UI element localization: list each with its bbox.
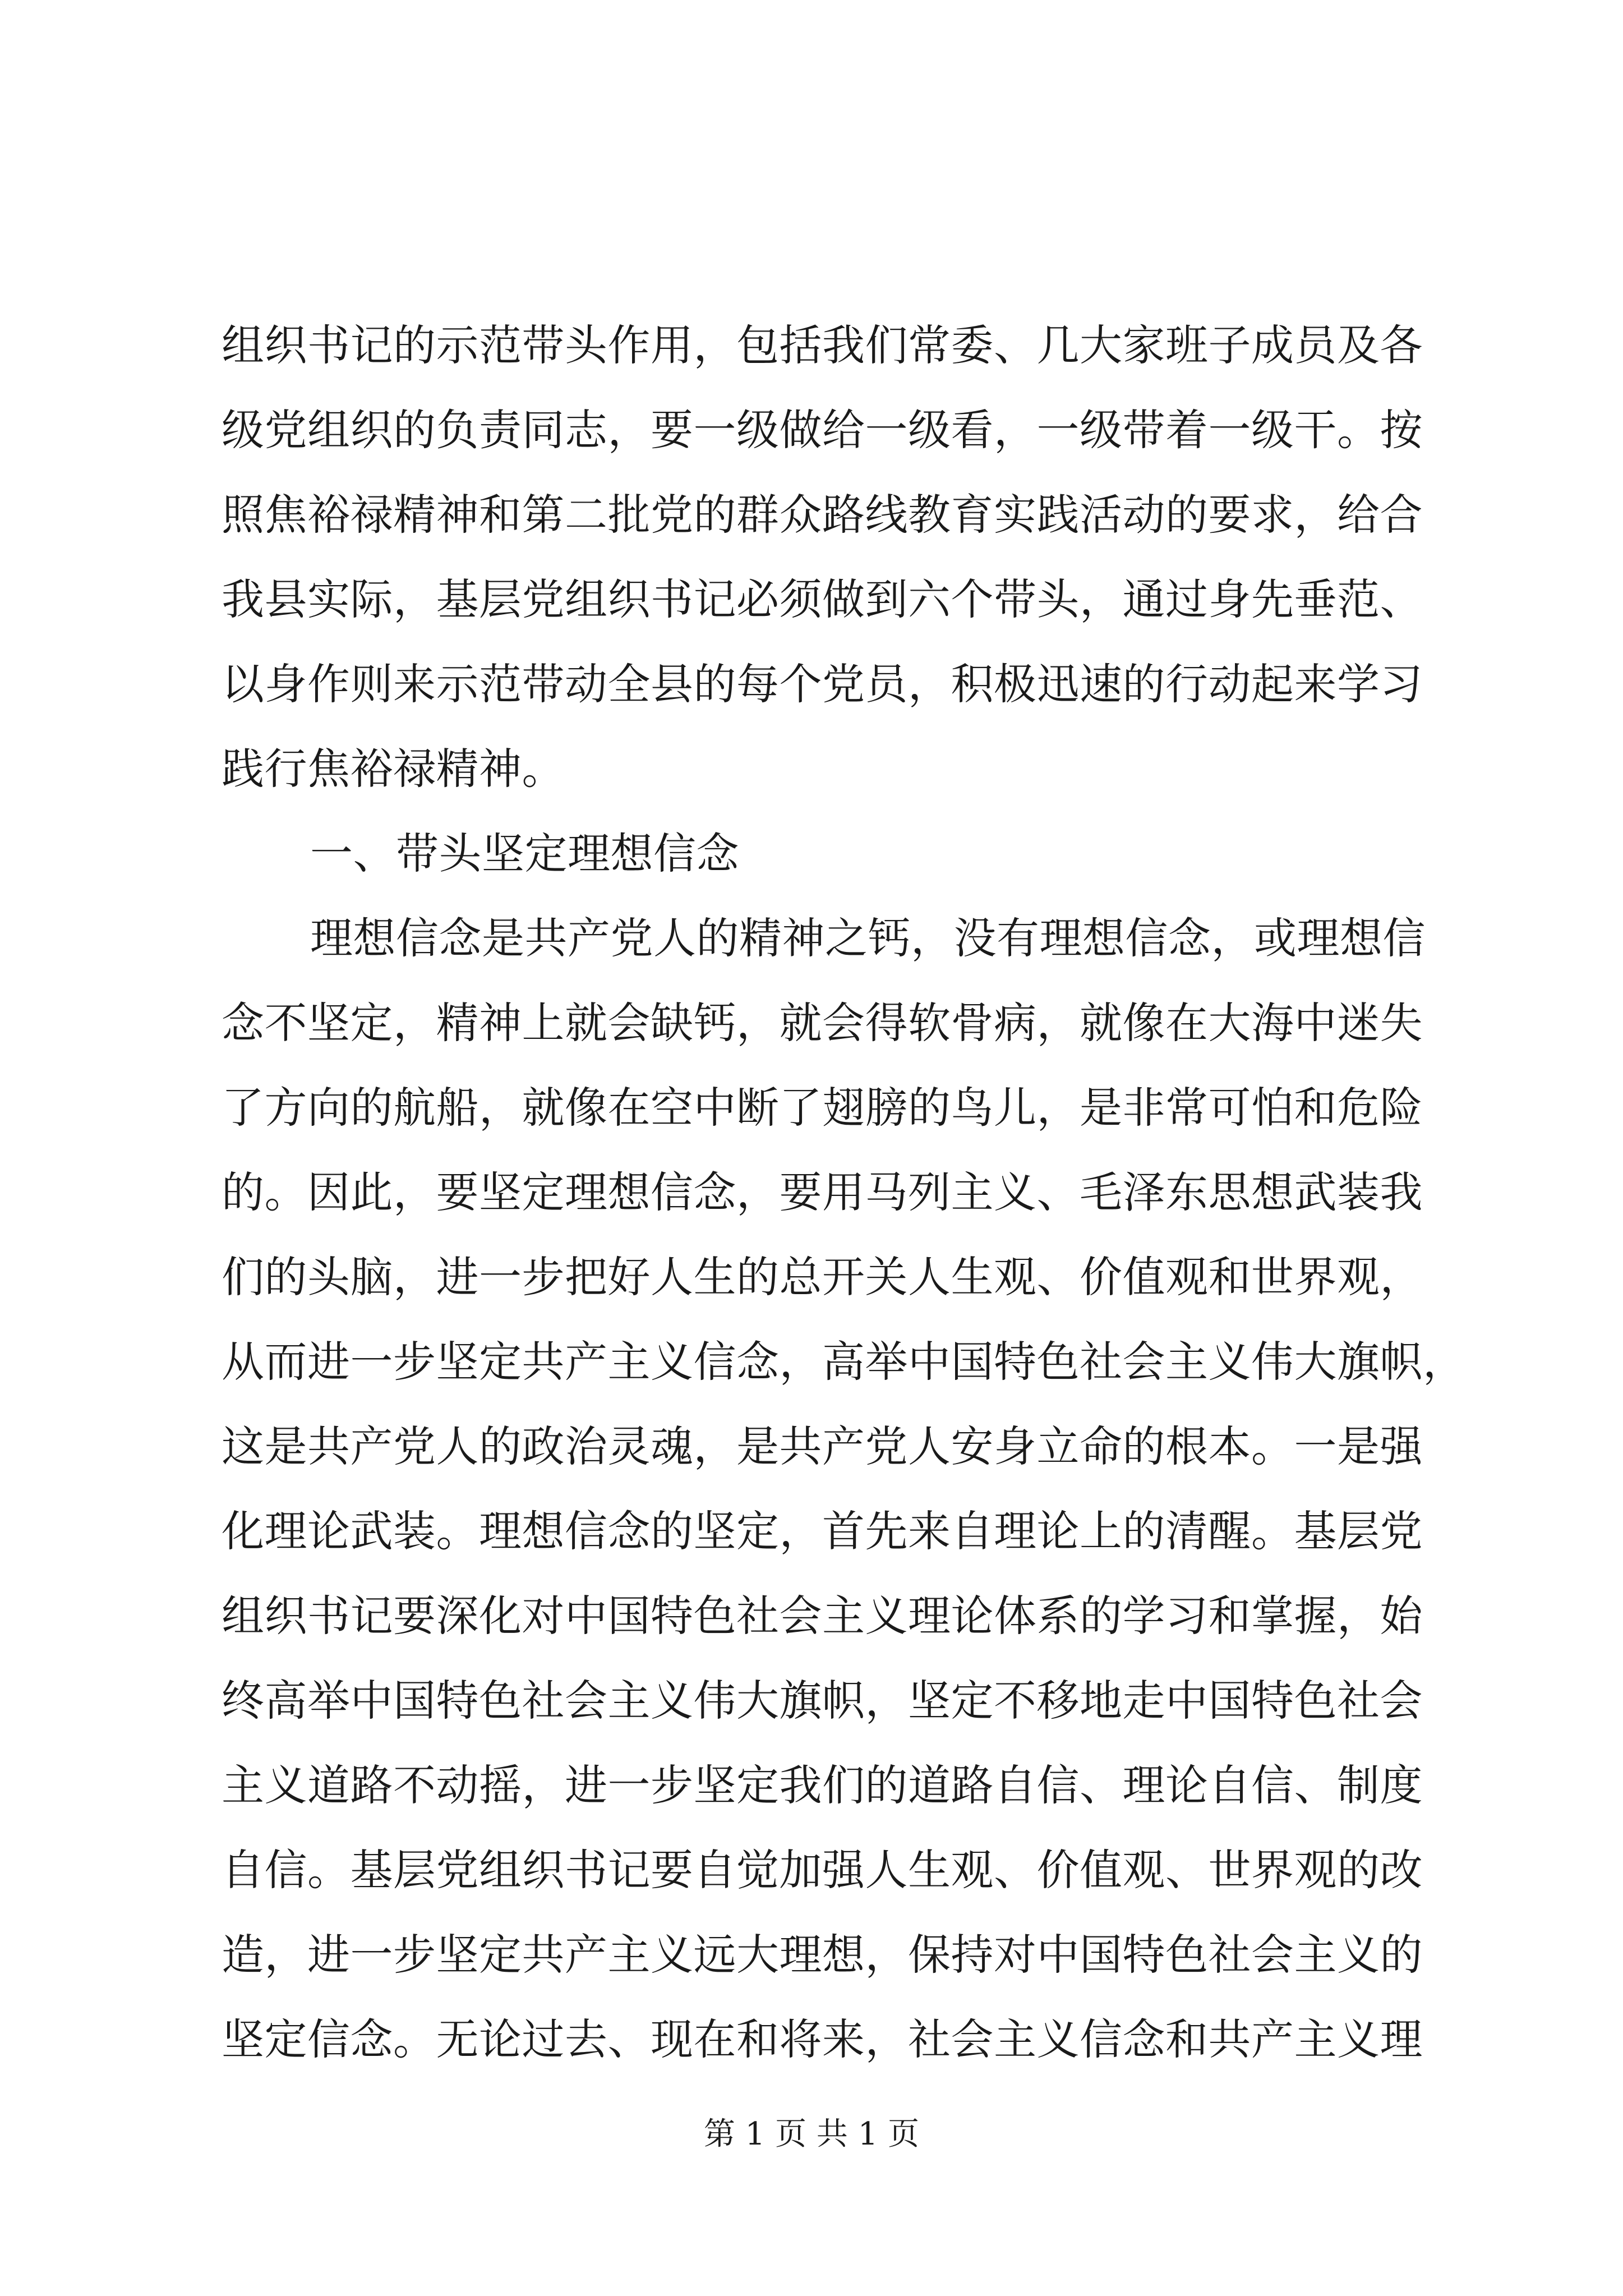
text-line: 的。因此，要坚定理想信念，要用马列主义、毛泽东思想武装我 bbox=[222, 1167, 1423, 1217]
text-line: 践行焦裕禄精神。 bbox=[222, 744, 565, 794]
paragraph-intro bbox=[222, 303, 1433, 811]
text-line: 念不坚定，精神上就会缺钙，就会得软骨病，就像在大海中迷失 bbox=[222, 998, 1423, 1048]
text-line: 坚定信念。无论过去、现在和将来，社会主义信念和共产主义理 bbox=[222, 2014, 1423, 2064]
text-line: 组织书记要深化对中国特色社会主义理论体系的学习和掌握，始 bbox=[222, 1591, 1423, 1641]
text-line: 从而进一步坚定共产主义信念，高举中国特色社会主义伟大旗帜， bbox=[222, 1337, 1466, 1387]
document-body bbox=[222, 303, 1466, 2082]
section-heading bbox=[222, 811, 1433, 896]
text-line: 理想信念是共产党人的精神之钙，没有理想信念，或理想信 bbox=[310, 913, 1426, 963]
paragraph-ideals bbox=[222, 896, 1466, 2082]
heading-text: 一、带头坚定理想信念 bbox=[310, 829, 739, 878]
text-line: 这是共产党人的政治灵魂，是共产党人安身立命的根本。一是强 bbox=[222, 1421, 1423, 1471]
text-line: 了方向的航船，就像在空中断了翅膀的鸟儿，是非常可怕和危险 bbox=[222, 1083, 1423, 1133]
page-number-footer: 第 1 页 共 1 页 bbox=[703, 2116, 920, 2152]
text-line: 造，进一步坚定共产主义远大理想，保持对中国特色社会主义的 bbox=[222, 1930, 1423, 1980]
text-line: 化理论武装。理想信念的坚定，首先来自理论上的清醒。基层党 bbox=[222, 1506, 1423, 1556]
text-line: 照焦裕禄精神和第二批党的群众路线教育实践活动的要求，给合 bbox=[222, 490, 1423, 540]
text-line: 以身作则来示范带动全县的每个党员，积极迅速的行动起来学习 bbox=[222, 659, 1423, 709]
text-line: 主义道路不动摇，进一步坚定我们的道路自信、理论自信、制度 bbox=[222, 1760, 1423, 1810]
text-line: 级党组织的负责同志，要一级做给一级看，一级带着一级干。按 bbox=[222, 405, 1423, 455]
text-line: 组织书记的示范带头作用，包括我们常委、几大家班子成员及各 bbox=[222, 320, 1423, 370]
text-line: 自信。基层党组织书记要自觉加强人生观、价值观、世界观的改 bbox=[222, 1845, 1423, 1895]
text-line: 终高举中国特色社会主义伟大旗帜，坚定不移地走中国特色社会 bbox=[222, 1676, 1423, 1726]
text-line: 们的头脑，进一步把好人生的总开关人生观、价值观和世界观， bbox=[222, 1252, 1423, 1302]
text-line: 我县实际，基层党组织书记必须做到六个带头，通过身先垂范、 bbox=[222, 574, 1423, 624]
